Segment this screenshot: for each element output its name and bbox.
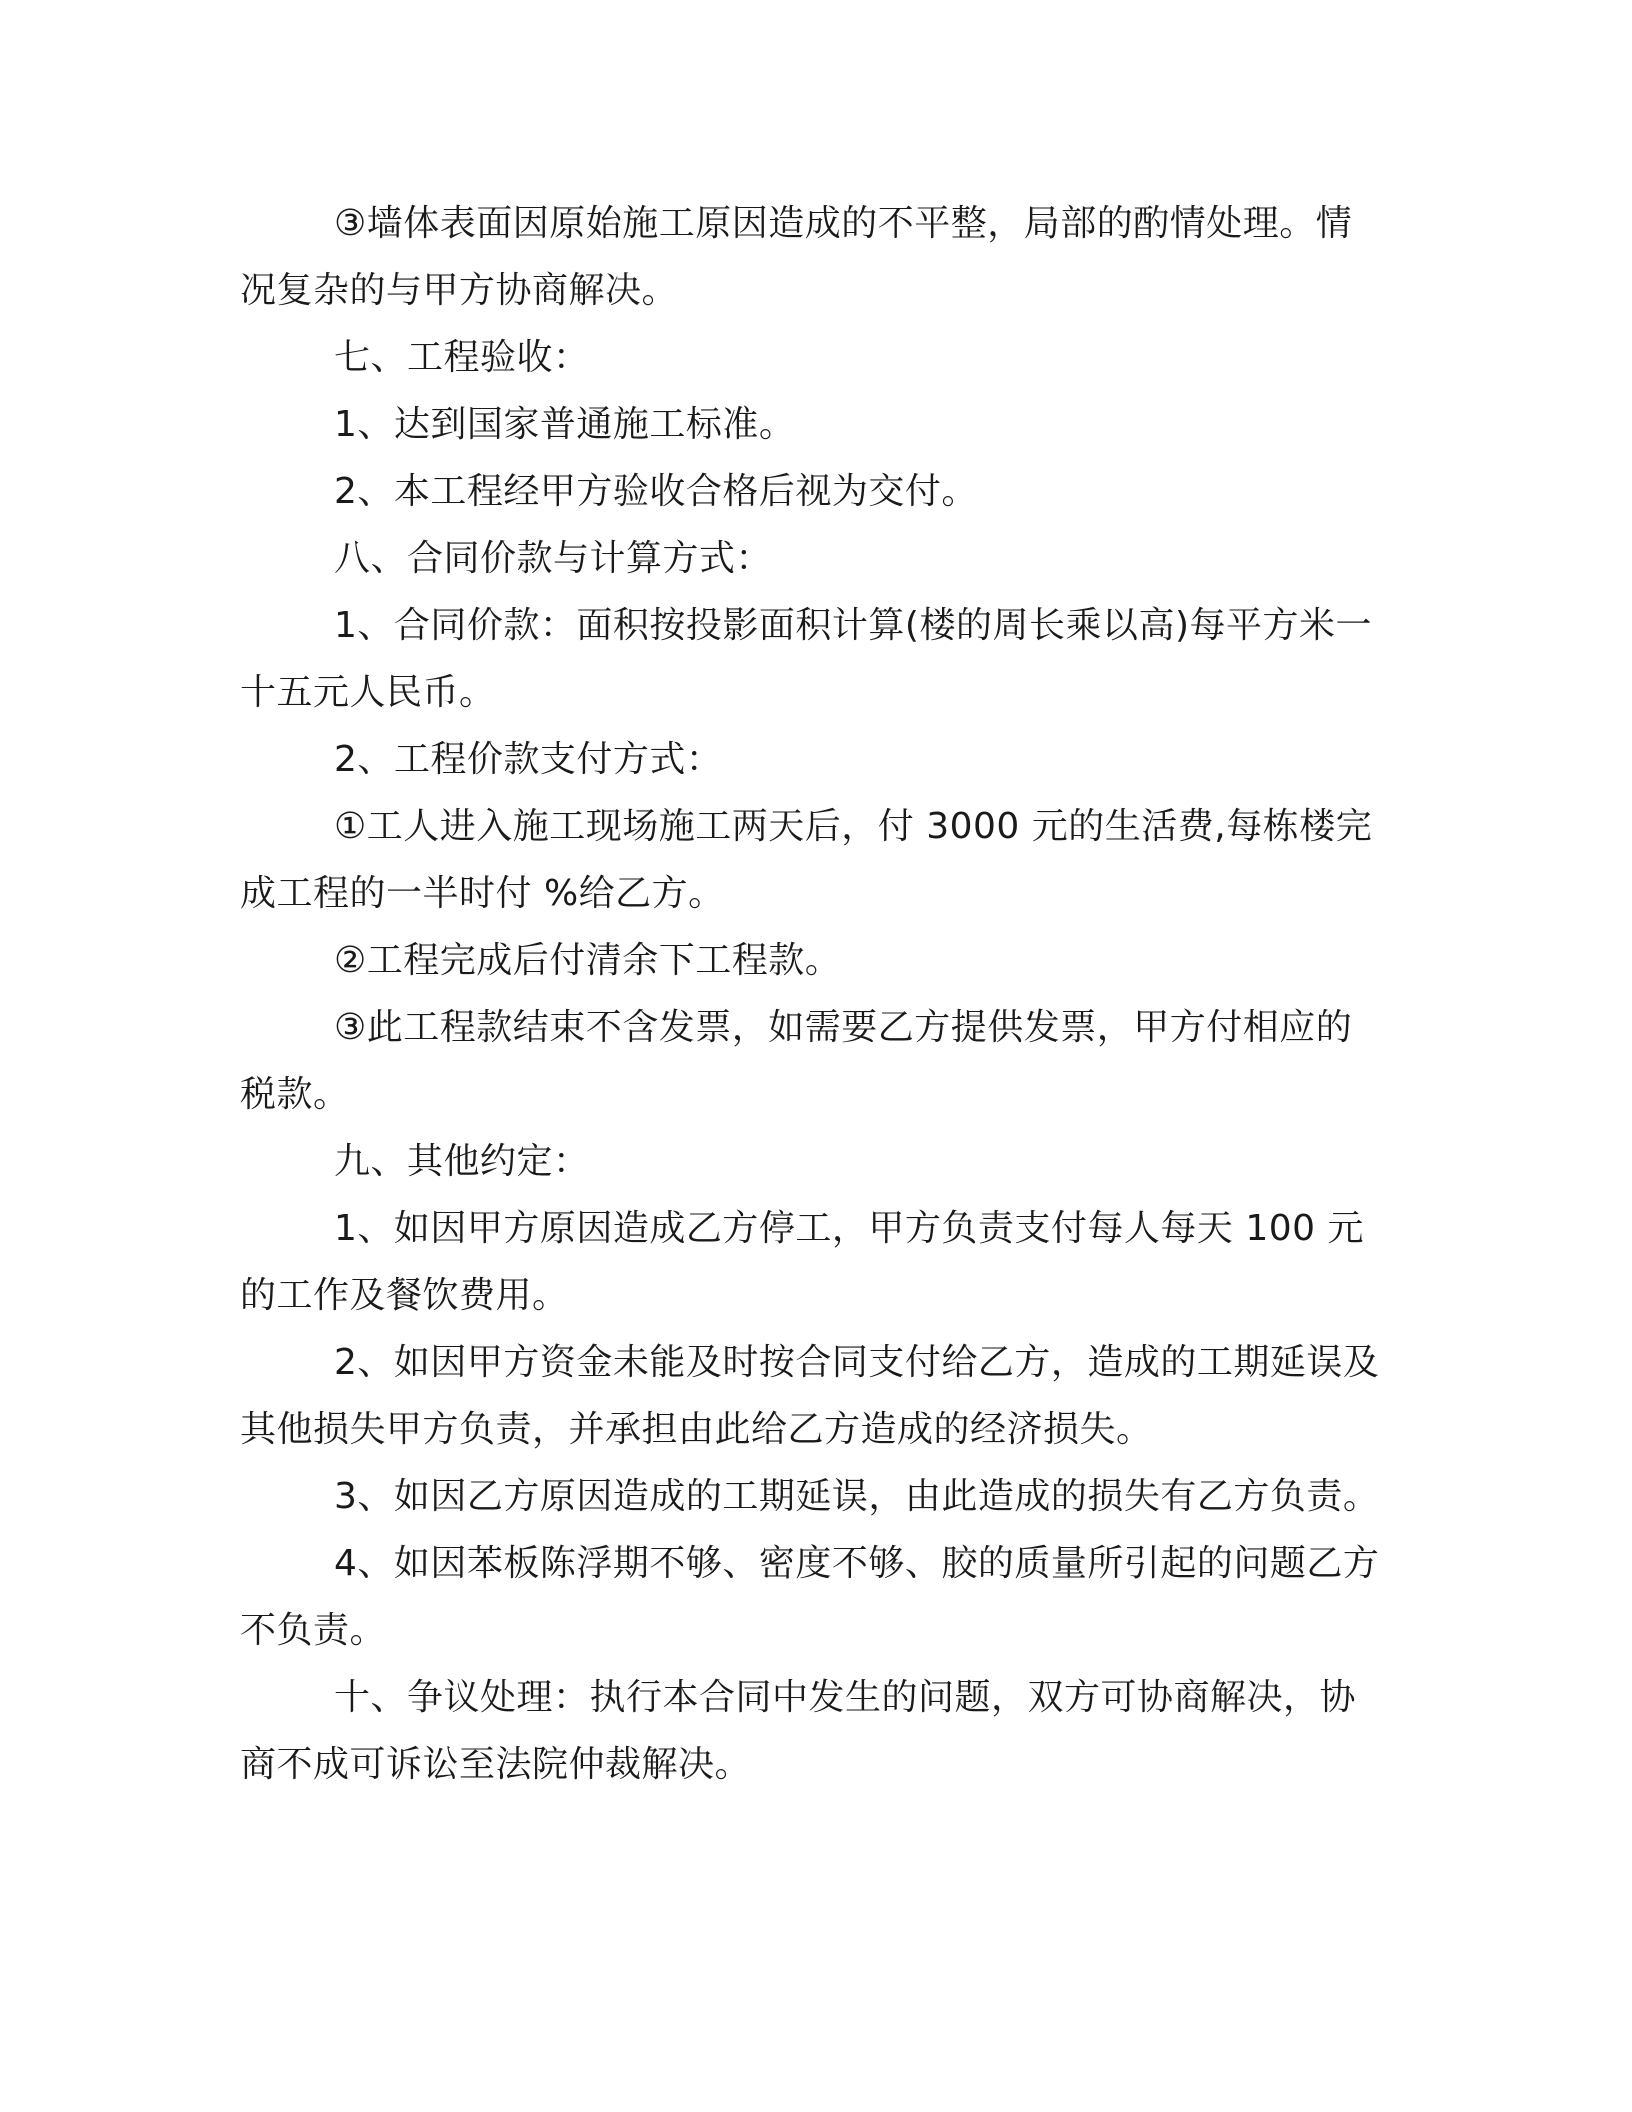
paragraph-payment-2: ②工程完成后付清余下工程款。 [334,940,842,981]
paragraph-acceptance-1: 1、达到国家普通施工标准。 [334,404,796,445]
paragraph-wall-surface: ③墙体表面因原始施工原因造成的不平整，局部的酌情处理。情况复杂的与甲方协商解决。 [240,203,1353,311]
heading-other: 九、其他约定： [334,1141,590,1182]
paragraph-price-2: 2、工程价款支付方式： [334,739,723,780]
paragraph-dispute: 十、争议处理：执行本合同中发生的问题，双方可协商解决，协商不成可诉讼至法院仲裁解决。 [240,1677,1357,1785]
paragraph-acceptance-2: 2、本工程经甲方验收合格后视为交付。 [334,471,978,512]
paragraph-price-1: 1、合同价款：面积按投影面积计算(楼的周长乘以高)每平方米一十五元人民币。 [240,605,1372,713]
paragraph-other-4: 4、如因苯板陈浮期不够、密度不够、胶的质量所引起的问题乙方不负责。 [240,1543,1380,1651]
paragraph-other-1: 1、如因甲方原因造成乙方停工，甲方负责支付每人每天 100 元的工作及餐饮费用。 [240,1208,1365,1316]
paragraph-other-2: 2、如因甲方资金未能及时按合同支付给乙方，造成的工期延误及其他损失甲方负责，并承担由此给乙方造成的经济损失。 [240,1342,1380,1450]
paragraph-other-3: 3、如因乙方原因造成的工期延误，由此造成的损失有乙方负责。 [334,1476,1380,1517]
heading-acceptance: 七、工程验收： [334,337,590,378]
paragraph-payment-1: ①工人进入施工现场施工两天后，付 3000 元的生活费,每栋楼完成工程的一半时付 %给乙方。 [240,806,1373,914]
document-body [240,190,1380,1798]
heading-price: 八、合同价款与计算方式： [334,538,773,579]
paragraph-payment-3: ③此工程款结束不含发票，如需要乙方提供发票，甲方付相应的税款。 [240,1007,1353,1115]
